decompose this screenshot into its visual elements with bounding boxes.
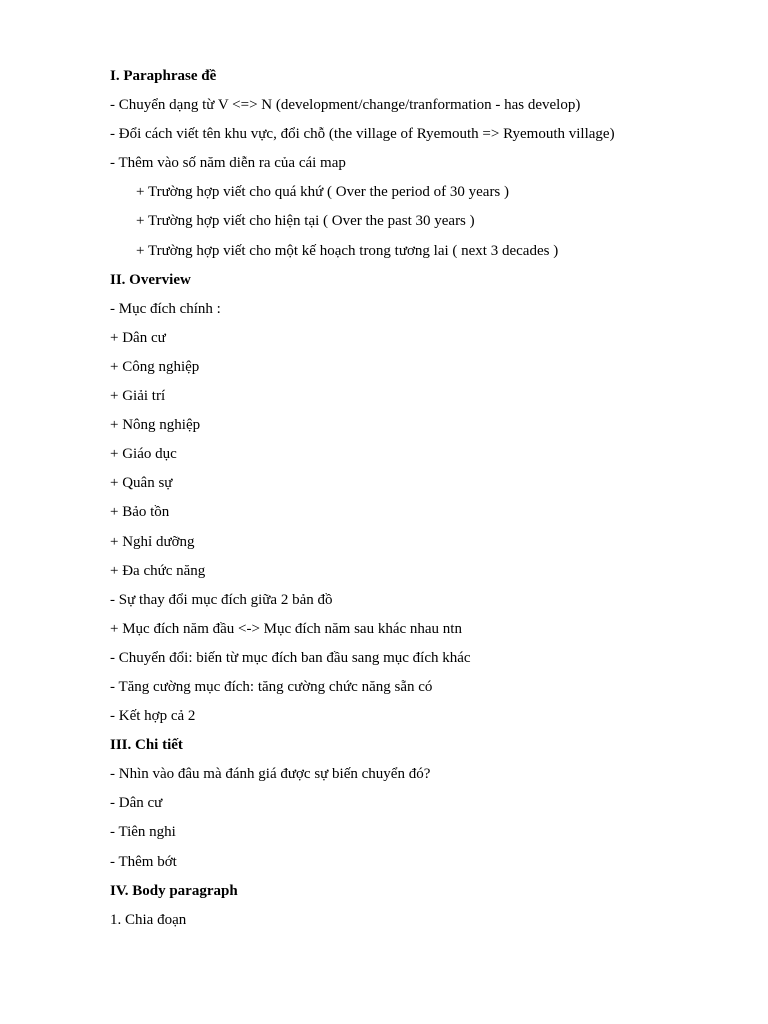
list-item: + Dân cư: [110, 329, 166, 346]
list-item: - Sự thay đổi mục đích giữa 2 bản đồ: [110, 591, 333, 608]
list-item: + Công nghiệp: [110, 358, 200, 375]
section-heading-overview: II. Overview: [110, 271, 191, 288]
list-item: - Nhìn vào đâu mà đánh giá được sự biến chuyển đó?: [110, 766, 431, 783]
section-heading-details: III. Chi tiết: [110, 737, 183, 754]
list-item: - Tiên nghi: [110, 824, 176, 841]
list-item: + Quân sự: [110, 475, 173, 492]
sub-list-item: + Trường hợp viết cho một kế hoạch trong tương lai ( next 3 decades ): [136, 242, 559, 259]
list-item: 1. Chia đoạn: [110, 911, 187, 928]
list-item: - Đổi cách viết tên khu vực, đổi chỗ (the village of Ryemouth => Ryemouth village): [110, 126, 615, 143]
list-item: + Nghỉ dưỡng: [110, 533, 195, 550]
list-item: + Bảo tồn: [110, 504, 170, 521]
sub-list-item: + Trường hợp viết cho quá khứ ( Over the period of 30 years ): [136, 184, 510, 201]
list-item: + Đa chức năng: [110, 562, 206, 579]
sub-list-item: + Trường hợp viết cho hiện tại ( Over the past 30 years ): [136, 213, 475, 230]
list-item: - Dân cư: [110, 795, 163, 812]
list-item: - Tăng cường mục đích: tăng cường chức năng sẵn có: [110, 678, 433, 695]
list-item: + Giáo dục: [110, 446, 177, 463]
list-item: + Mục đích năm đầu <-> Mục đích năm sau khác nhau ntn: [110, 620, 462, 637]
list-item: - Thêm bớt: [110, 853, 177, 870]
list-item: - Chuyển đổi: biến từ mục đích ban đầu sang mục đích khác: [110, 649, 471, 666]
list-item: + Nông nghiệp: [110, 417, 201, 434]
list-item: - Mục đích chính :: [110, 300, 221, 317]
document-page: [110, 62, 730, 935]
list-item: - Kết hợp cả 2: [110, 708, 196, 725]
list-item: - Thêm vào số năm diễn ra của cái map: [110, 155, 346, 172]
list-item: + Giải trí: [110, 388, 166, 405]
list-item: - Chuyển dạng từ V <=> N (development/change/tranformation - has develop): [110, 97, 581, 114]
section-heading-paraphrase: I. Paraphrase đề: [110, 68, 217, 84]
section-heading-body-paragraph: IV. Body paragraph: [110, 882, 238, 899]
